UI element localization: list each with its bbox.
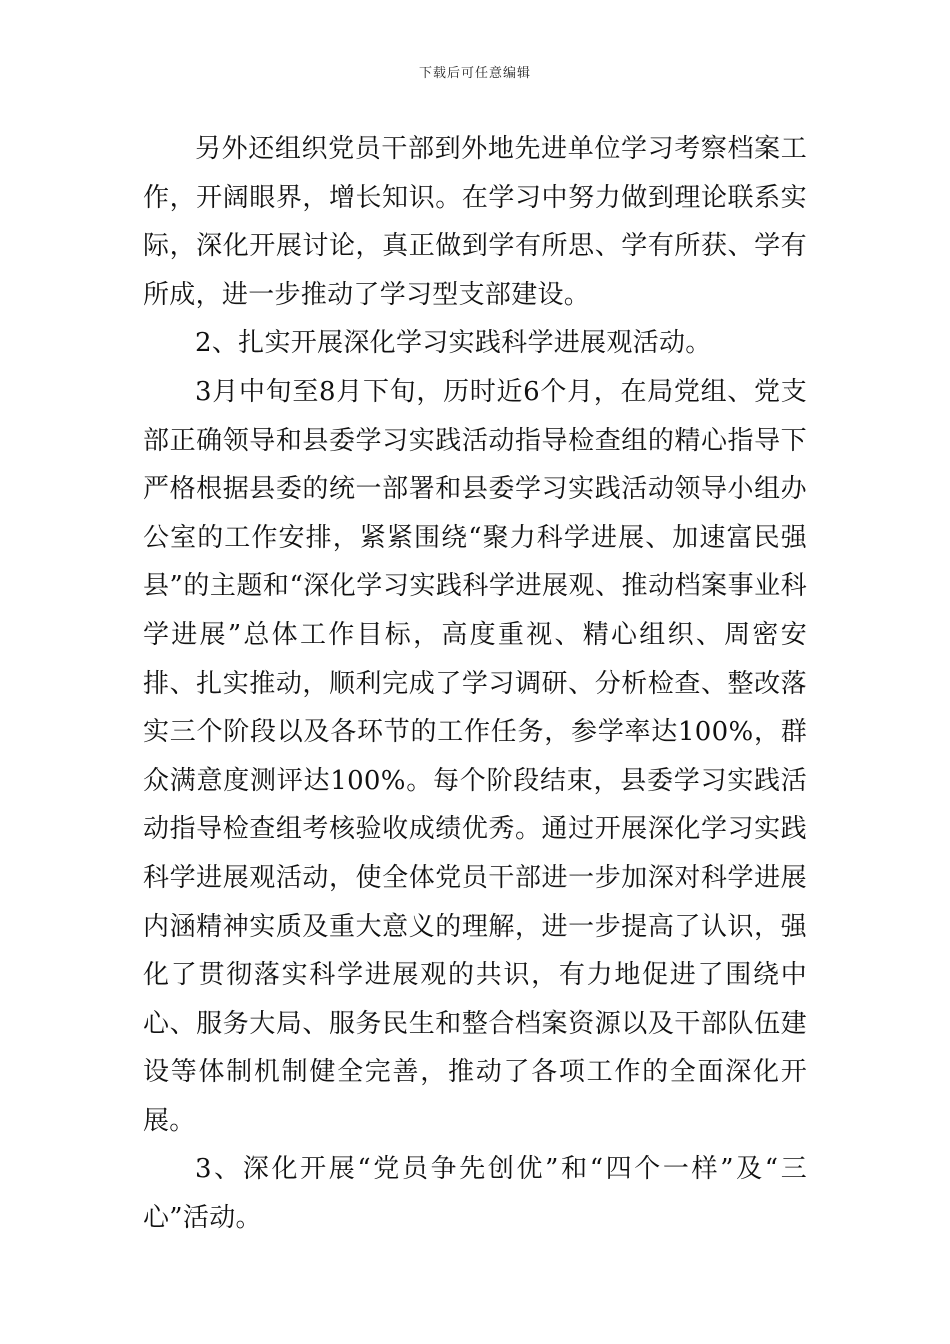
paragraph-practice-activity: 3月中旬至8月下旬，历时近6个月，在局党组、党支部正确领导和县委学习实践活动指导检查组的精心指导下严格根据县委的统一部署和县委学习实践活动领导小组办公室的工作安排，紧紧围绕“聚力科学进展、加速富民强县”的主题和“深化学习实践科学进展观、推动档案事业科学进展”总体工作目标，高度重视、精心组织、周密安排、扎实推动，顺利完成了学习调研、分析检查、整改落实三个阶段以及各环节的工作任务，参学率达100%，群众满意度测评达100%。每个阶段结束，县委学习实践活动指导检查组考核验收成绩优秀。通过开展深化学习实践科学进展观活动，使全体党员干部进一步加深对科学进展内涵精神实质及重大意义的理解，进一步提高了认识，强化了贯彻落实科学进展观的共识，有力地促进了围绕中心、服务大局、服务民生和整合档案资源以及干部队伍建设等体制机制健全完善，推动了各项工作的全面深化开展。 bbox=[143, 376, 807, 1136]
paragraph-study-tour: 另外还组织党员干部到外地先进单位学习考察档案工作，开阔眼界，增长知识。在学习中努力做到理论联系实际，深化开展讨论，真正做到学有所思、学有所获、学有所成，进一步推动了学习型支部建设。 bbox=[143, 134, 807, 310]
document-body bbox=[143, 125, 807, 1243]
paragraph-heading-2: 2、扎实开展深化学习实践科学进展观活动。 bbox=[195, 328, 712, 359]
header-note: 下载后可任意编辑 bbox=[418, 66, 531, 81]
paragraph-heading-3: 3、深化开展“党员争先创优”和“四个一样”及“三心”活动。 bbox=[143, 1154, 807, 1234]
